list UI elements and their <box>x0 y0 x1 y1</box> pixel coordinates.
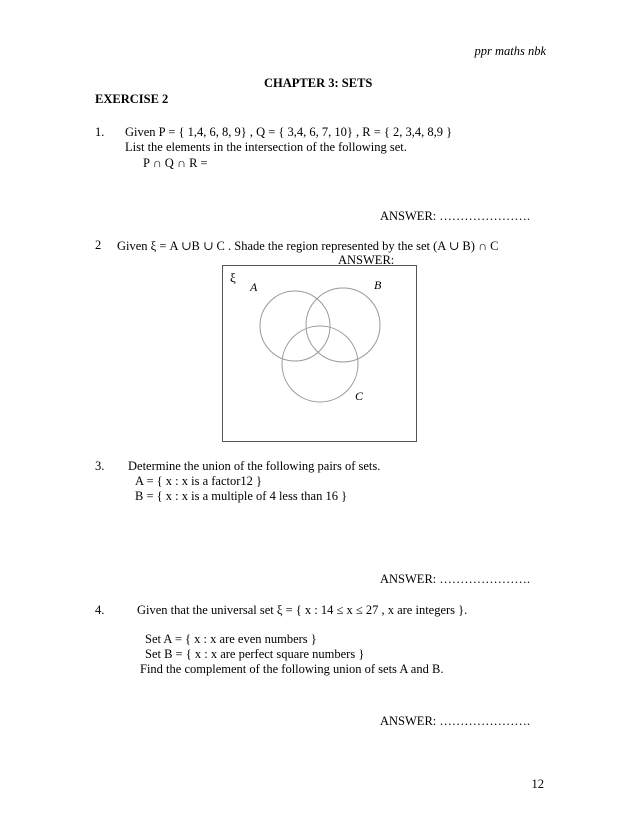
q2-answer-label: ANSWER: <box>338 253 395 267</box>
q2-given: Given ξ = A ∪B ∪ C . Shade the region represented by the set (A ∪ B) ∩ C <box>117 239 499 253</box>
q2-number: 2 <box>95 238 102 252</box>
chapter-title: CHAPTER 3: SETS <box>264 76 373 90</box>
q4-number: 4. <box>95 603 105 617</box>
label-c: C <box>355 389 364 403</box>
venn-diagram-frame <box>222 265 417 442</box>
q1-number: 1. <box>95 125 105 139</box>
label-a: A <box>250 280 258 294</box>
q1-answer: ANSWER: …………………. <box>380 209 530 223</box>
label-b: B <box>374 278 382 292</box>
venn-diagram <box>223 266 416 441</box>
q3-answer: ANSWER: …………………. <box>380 572 530 586</box>
universal-symbol: ξ <box>230 270 236 285</box>
q4-set-b: Set B = { x : x are perfect square numbers } <box>145 647 365 661</box>
page-header: ppr maths nbk <box>474 44 546 58</box>
q4-instruction: Find the complement of the following union of sets A and B. <box>140 662 444 676</box>
page-number: 12 <box>531 777 544 791</box>
q4-answer: ANSWER: …………………. <box>380 714 530 728</box>
q4-set-a: Set A = { x : x are even numbers } <box>145 632 317 646</box>
q3-number: 3. <box>95 459 105 473</box>
q1-instruction: List the elements in the intersection of the following set. <box>125 140 407 154</box>
circle-b <box>306 288 380 362</box>
circle-c <box>282 326 358 402</box>
q4-given: Given that the universal set ξ = { x : 14 ≤ x ≤ 27 , x are integers }. <box>137 603 468 617</box>
q1-given: Given P = { 1,4, 6, 8, 9} , Q = { 3,4, 6, 7, 10} , R = { 2, 3,4, 8,9 } <box>125 125 453 139</box>
q1-expression: P ∩ Q ∩ R = <box>143 156 208 170</box>
q3-instruction: Determine the union of the following pairs of sets. <box>128 459 381 473</box>
q3-set-b: B = { x : x is a multiple of 4 less than 16 } <box>135 489 348 503</box>
q3-set-a: A = { x : x is a factor12 } <box>135 474 263 488</box>
exercise-title: EXERCISE 2 <box>95 92 169 106</box>
